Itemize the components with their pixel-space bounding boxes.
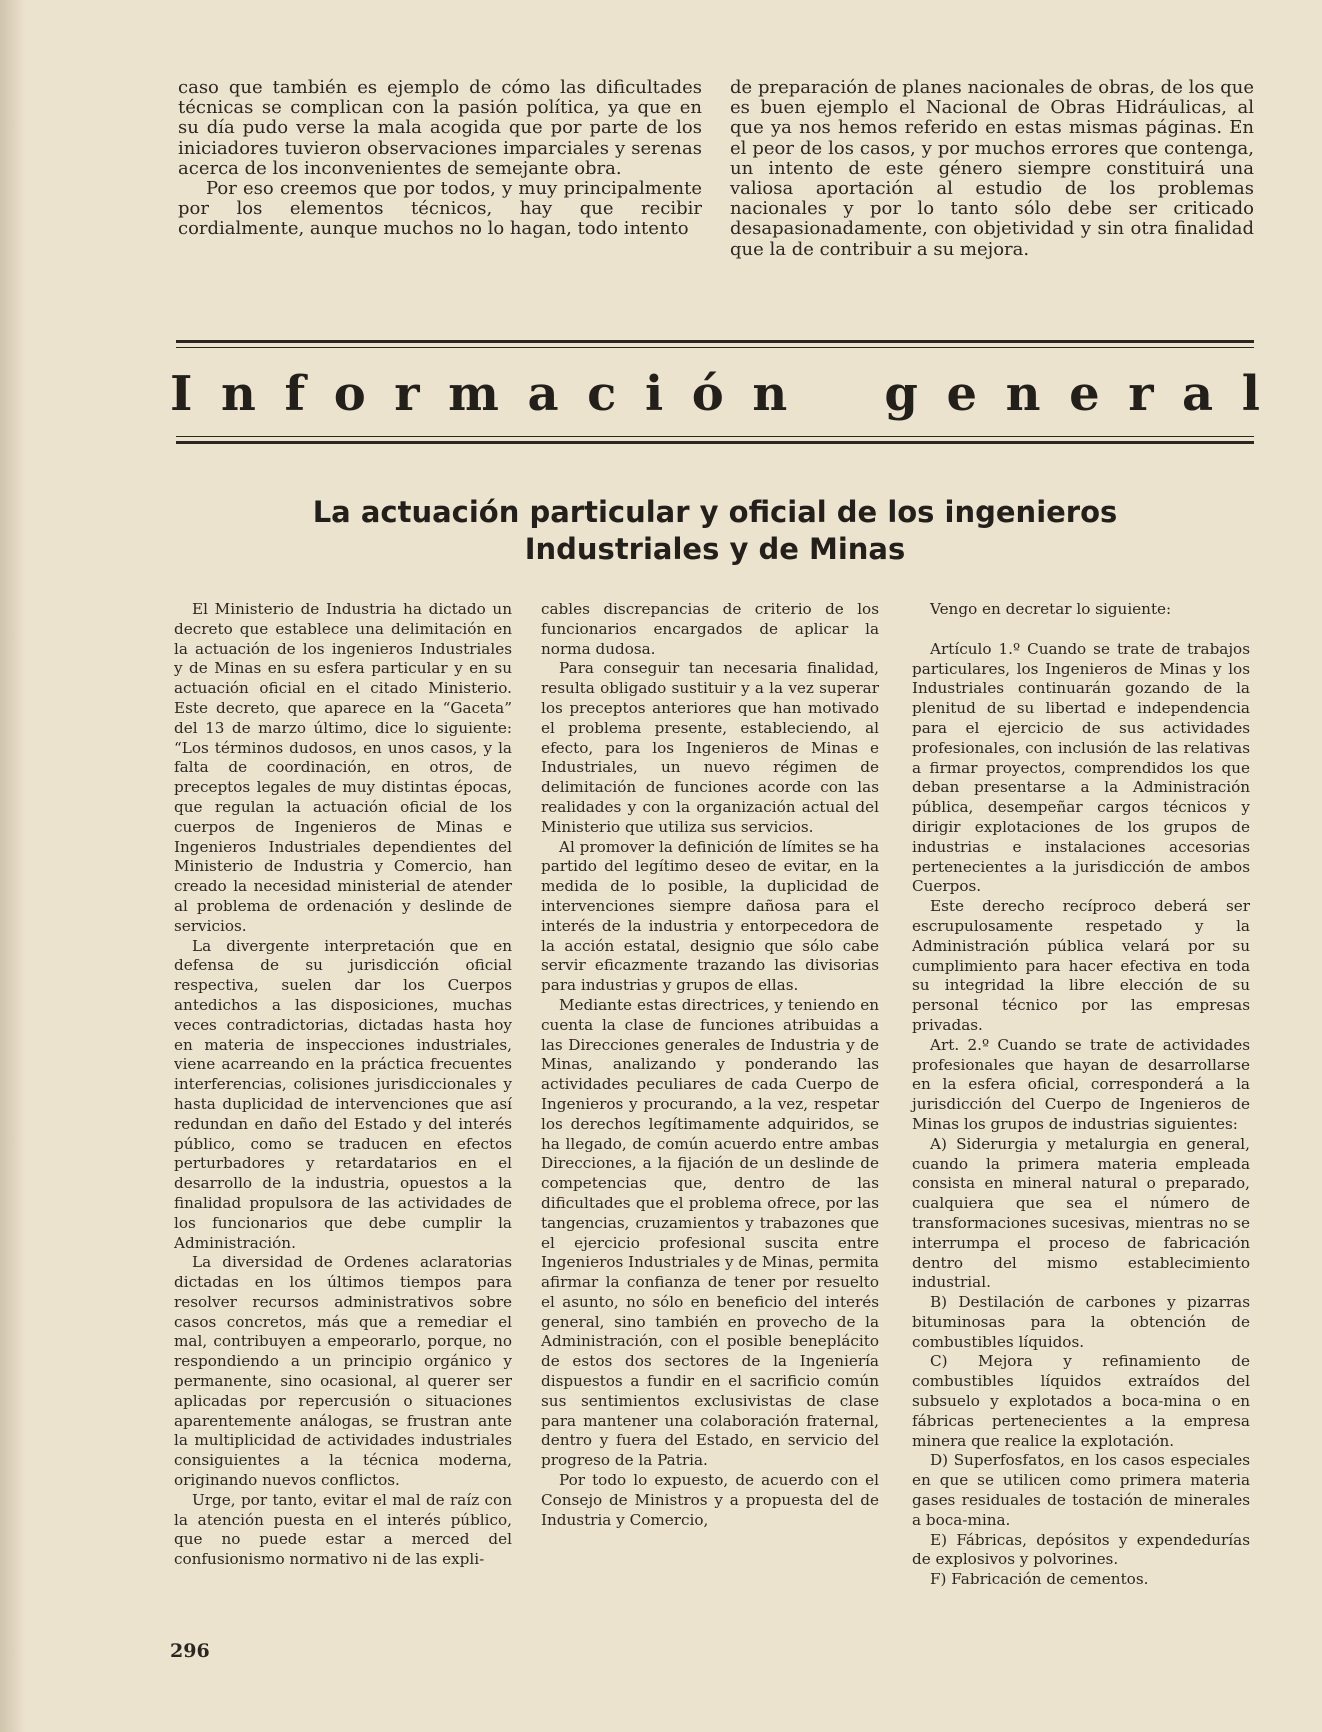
header-letter: e [946,366,978,422]
paragraph: Art. 2.º Cuando se trate de actividades profesionales que hayan de desarrollarse en la esfera oficial, corresponderá a la jurisdicción del Cuerpo de Ingenieros de Minas los grupos de industrias siguientes: [912,1035,1250,1133]
header-letter: e [1069,366,1100,422]
header-letter: n [752,366,788,422]
paragraph: La divergente interpretación que en defensa de su jurisdicción oficial respectiva, suelen dar los Cuerpos antedichos a las disposiciones, muchas veces contradictorias, dictadas hasta hoy en materia de inspecciones industriales, viene acarreando en la práctica frecuentes interferencias, colisiones jurisdiccionales y hasta duplicidad de intervenciones que así redundan en daño del Estado y del interés público, como se traducen en efectos perturbadores y retardatarios en el desarrollo de la industria, opuestos a la finalidad propulsora de las actividades de los funcionarios que debe cumplir la Administración. [174,936,512,1252]
body-column-2 [541,600,879,1530]
header-rule-bottom-thin [176,436,1254,437]
paragraph: Urge, por tanto, evitar el mal de raíz con la atención puesta en el interés público, que no puede estar a merced del confusionismo normativo ni de las expli- [174,1490,512,1569]
header-letter: n [221,366,256,422]
paragraph: cables discrepancias de criterio de los funcionarios encargados de aplicar la norma dudosa. [541,600,879,658]
header-letter: o [333,366,366,422]
paragraph: Vengo en decretar lo siguiente: [930,600,1172,618]
header-letter: n [1005,366,1041,422]
header-letter: c [587,366,617,422]
header-letter: r [394,366,420,422]
paragraph: Para conseguir tan necesaria finalidad, resulta obligado sustituir y a la vez superar los preceptos anteriores que han motivado el problema presente, estableciendo, al efecto, para los Ingenieros de Minas e Industriales, un nuevo régimen de delimitación de funciones acorde con las realidades y con la organización actual del Ministerio que utiliza sus servicios. [541,659,879,836]
paragraph: A) Siderurgia y metalurgia en general, cuando la primera materia empleada consista en mineral natural o preparado, cualquiera que sea el número de transformaciones sucesivas, mientras no se interrumpa el proceso de fabricación dentro del mismo establecimiento industrial. [912,1134,1250,1292]
section-header [170,364,1260,424]
article-title [176,494,1254,568]
header-letter: g [884,366,918,422]
header-letter: I [170,366,193,422]
top-left-paragraph: Por eso creemos que por todos, y muy principalmente por los elementos técnicos, hay que recibir cordialmente, aunque muchos no lo hagan, todo intento [178,178,702,240]
body-column-3 [912,600,1250,1590]
page-number: 296 [170,1640,210,1662]
paragraph: Por todo lo expuesto, de acuerdo con el Consejo de Ministros y a propuesta del de Industria y Comercio, [541,1471,879,1529]
top-right-column [730,78,1254,260]
paragraph: El Ministerio de Industria ha dictado un decreto que establece una delimitación en la actuación de los ingenieros Industriales y de Minas en su esfera particular y en su actuación oficial en el citado Ministerio. Este decreto, que aparece en la “Gaceta” del 13 de marzo último, dice lo siguiente: “Los términos dudosos, en unos casos, y la falta de coordinación, en otros, de preceptos legales de muy distintas épocas, que regulan la actuación oficial de los cuerpos de Ingenieros de Minas e Ingenieros Industriales dependientes del Ministerio de Industria y Comercio, han creado la necesidad ministerial de atender al problema de ordenación y deslinde de servicios. [174,600,512,935]
header-letter: i [644,366,664,422]
top-left-column [178,78,702,240]
header-letter: a [527,366,559,422]
article-title-line: La actuación particular y oficial de los ingenieros [312,495,1118,529]
top-right-paragraph: de preparación de planes nacionales de obras, de los que es buen ejemplo el Nacional de Obras Hidráulicas, al que ya nos hemos referido en estas mismas páginas. En el peor de los casos, y por muchos errores que contenga, un intento de este género siempre constituirá una valiosa aportación al estudio de los problemas nacionales y por lo tanto sólo debe ser criticado desapasionadamente, con objetividad y sin otra finalidad que la de contribuir a su mejora. [730,77,1254,260]
header-letter: a [1182,366,1214,422]
header-letter: r [1128,366,1154,422]
paragraph: B) Destilación de carbones y pizarras bituminosas para la obtención de combustibles líquidos. [912,1293,1250,1351]
paragraph: Artículo 1.º Cuando se trate de trabajos particulares, los Ingenieros de Minas y los Industriales continuarán gozando de la plenitud de su libertad e independencia para el ejercicio de sus actividades profesionales, con inclusión de las relativas a firmar proyectos, comprendidos los que deban presentarse a la Administración pública, desempeñar cargos técnicos y dirigir explotaciones de los grupos de industrias e instalaciones accesorias pertenecientes a la jurisdicción de ambos Cuerpos. [912,639,1250,896]
header-rule-top-thick [176,340,1254,343]
paragraph: E) Fábricas, depósitos y expendedurías de explosivos y polvorines. [912,1530,1250,1569]
paragraph: C) Mejora y refinamiento de combustibles líquidos extraídos del subsuelo y explotados a boca-mina o en fábricas pertenecientes a la empresa minera que realice la explotación. [912,1352,1250,1450]
paragraph: Este derecho recíproco deberá ser escrupulosamente respetado y la Administración pública velará por su cumplimiento para hacer efectiva en toda su integridad la libre elección de su personal técnico por las empresas privadas. [912,897,1250,1034]
header-letter: m [448,366,499,422]
paragraph: La diversidad de Ordenes aclaratorias dictadas en los últimos tiempos para resolver recursos administrativos sobre casos concretos, más que a remediar el mal, contribuyen a empeorarlo, porque, no respondiendo a un principio orgánico y permanente, sino ocasional, al querer ser aplicadas por repercusión o situaciones aparentemente análogas, se frustran ante la multiplicidad de actividades industriales consiguientes a la técnica moderna, originando nuevos conflictos. [174,1253,512,1490]
article-title-line: Industriales y de Minas [524,532,906,566]
paragraph: F) Fabricación de cementos. [930,1570,1149,1589]
header-rule-top-thin [176,347,1254,348]
paragraph: D) Superfosfatos, en los casos especiales en que se utilicen como primera materia gases residuales de tostación de minerales a boca-mina. [912,1451,1250,1529]
header-letter: l [1241,366,1260,422]
paragraph: Al promover la definición de límites se ha partido del legítimo deseo de evitar, en la medida de lo posible, la duplicidad de intervenciones siempre dañosa para el interés de la industria y entorpecedora de la acción estatal, designio que sólo cabe servir eficazmente trazando las divisorias para industrias y grupos de ellas. [541,837,879,995]
header-rule-bottom-thick [176,441,1254,444]
header-letter: f [284,366,306,422]
paragraph: Mediante estas directrices, y teniendo en cuenta la clase de funciones atribuidas a las Direcciones generales de Industria y de Minas, analizando y ponderando las actividades peculiares de cada Cuerpo de Ingenieros y procurando, a la vez, respetar los derechos legítimamente adquiridos, se ha llegado, de común acuerdo entre ambas Direcciones, a la fijación de un deslinde de competencias que, dentro de las dificultades que el problema ofrece, por las tangencias, cruzamientos y trabazones que el ejercicio profesional suscita entre Ingenieros Industriales y de Minas, permita afirmar la confianza de tener por resuelto el asunto, no sólo en beneficio del interés general, sino también en provecho de la Administración, con el posible beneplácito de estos dos sectores de la Ingeniería dispuestos a fundir en el sacrificio común sus sentimientos exclusivistas de clase para mantener una colaboración fraternal, dentro y fuera del Estado, en servicio del progreso de la Patria. [541,995,879,1470]
top-left-paragraph: caso que también es ejemplo de cómo las dificultades técnicas se complican con la pasión política, ya que en su día pudo verse la mala acogida que por parte de los iniciadores tuvieron observaciones imparciales y serenas acerca de los inconvenientes de semejante obra. [178,77,702,179]
body-column-1 [174,600,512,1570]
header-letter: ó [691,366,724,422]
